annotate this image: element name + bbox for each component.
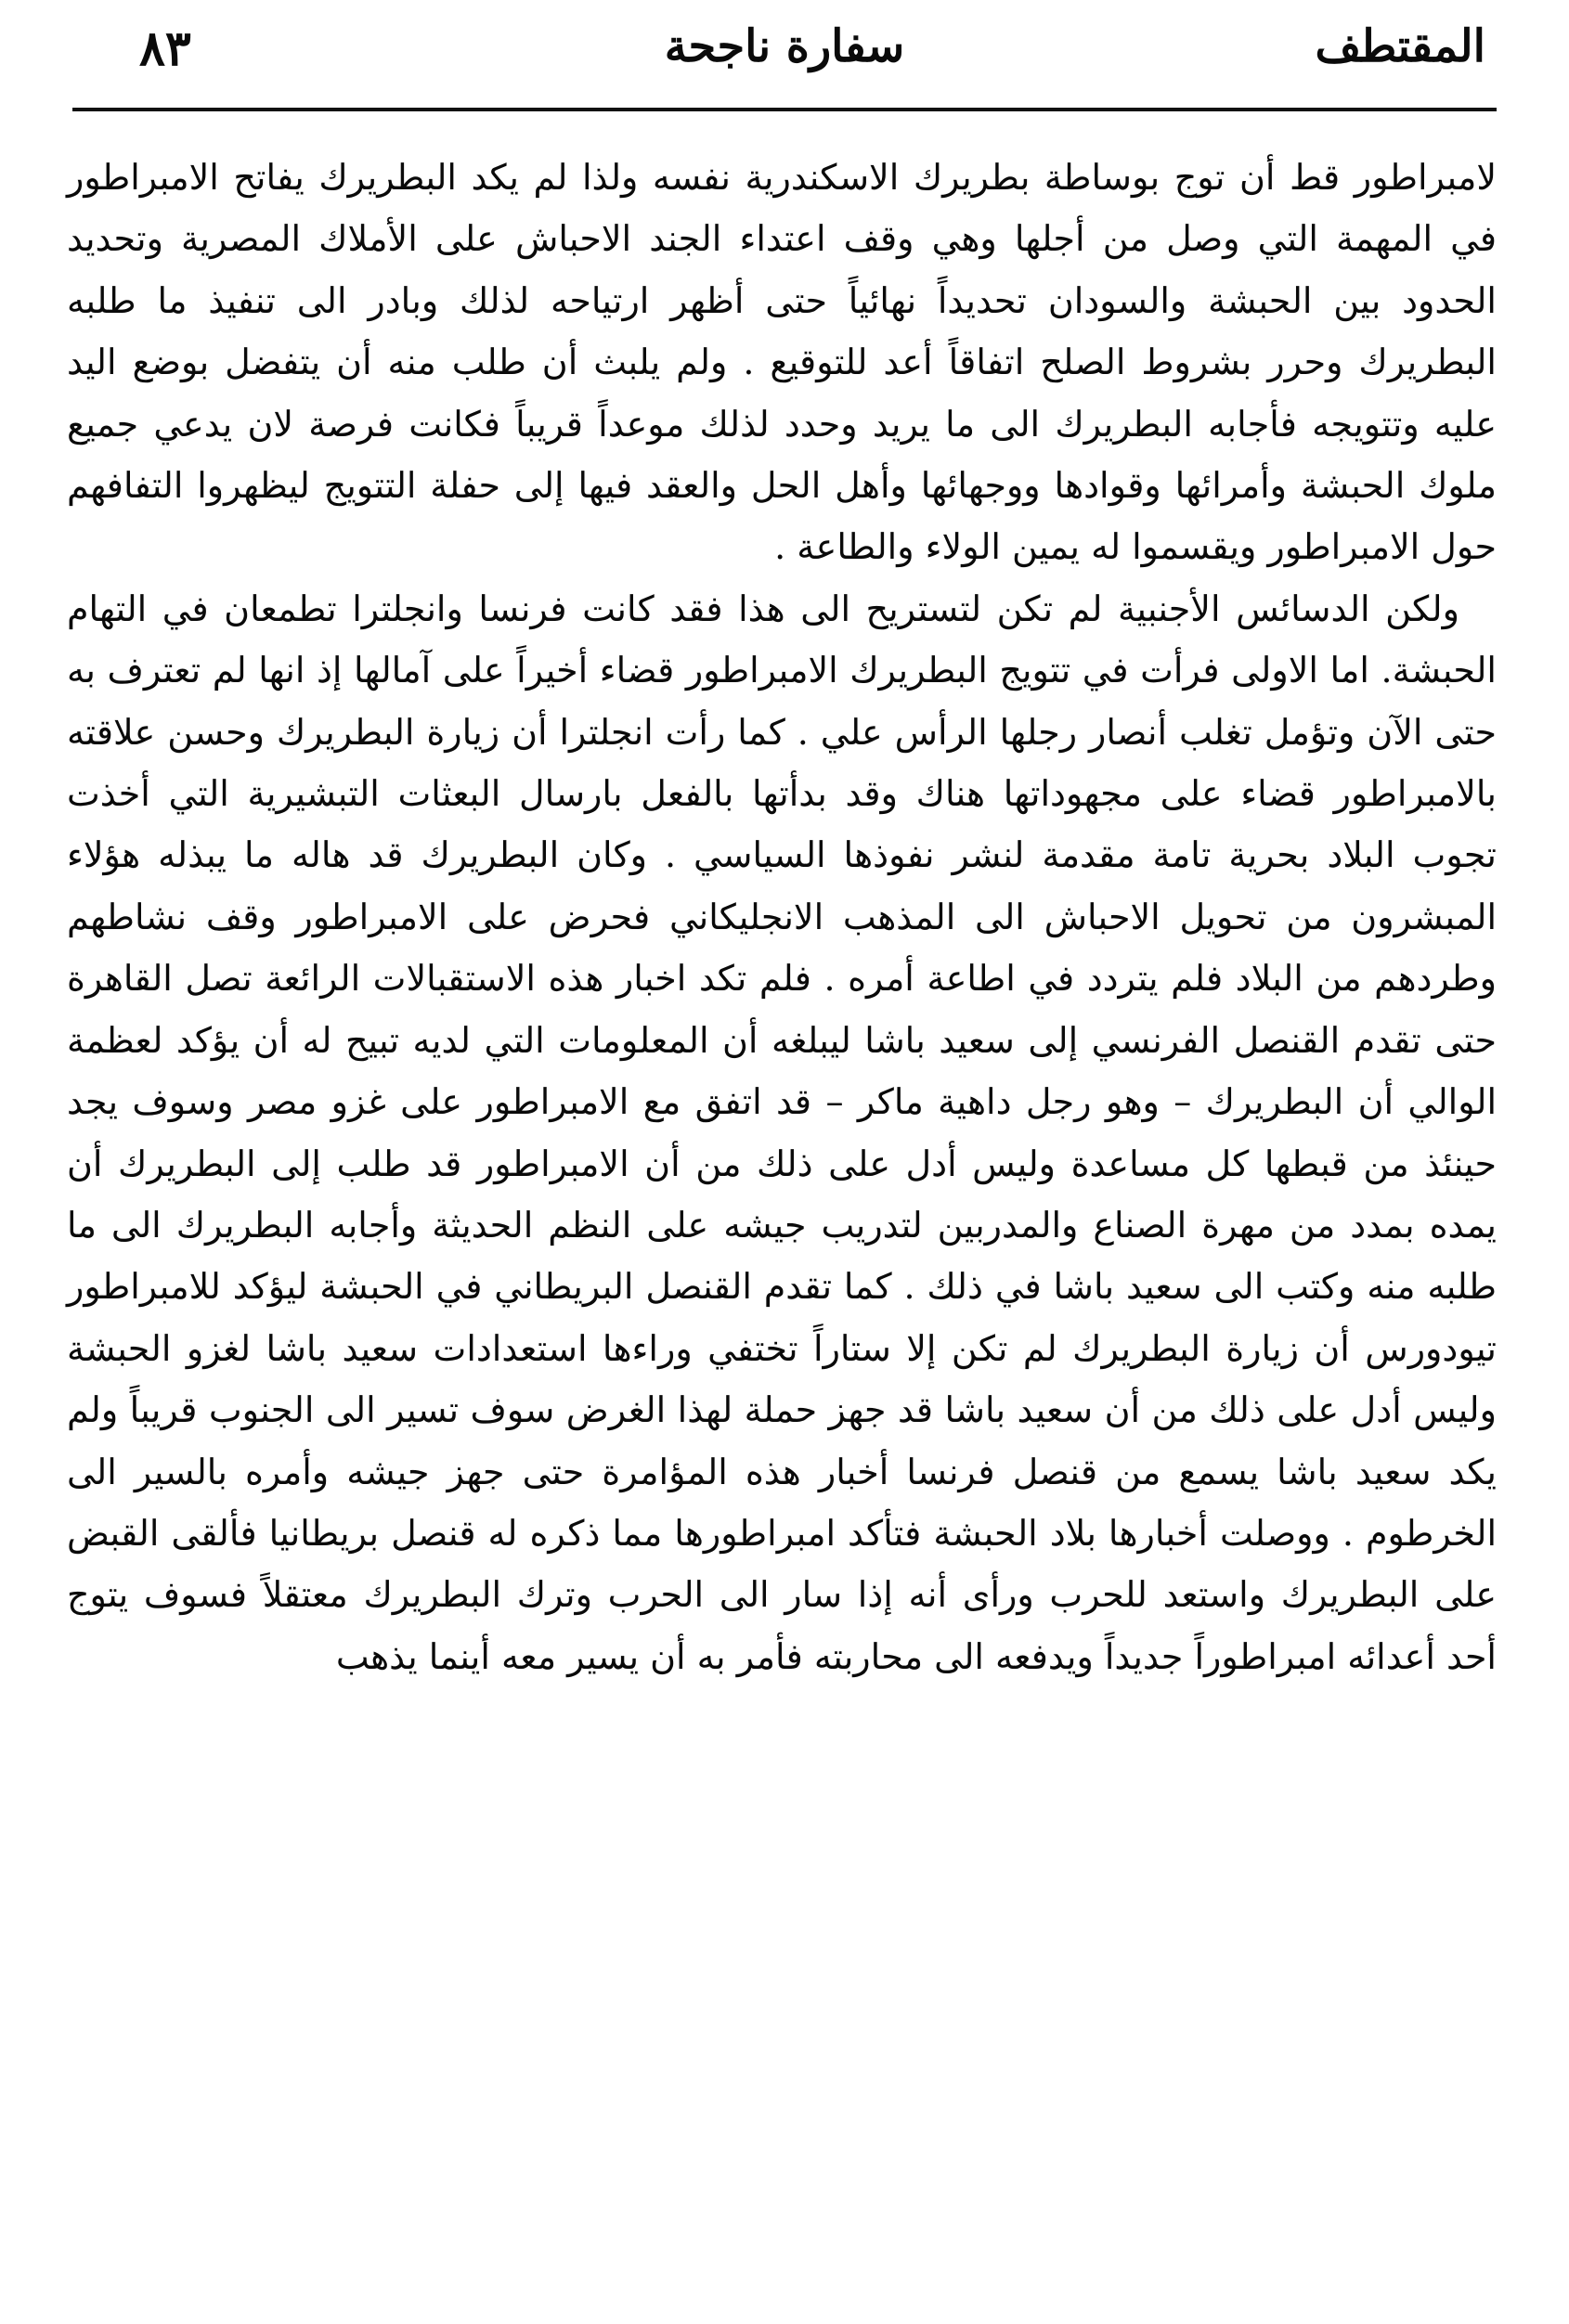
running-header — [84, 20, 1485, 95]
article-title: سفارة ناجحة — [664, 20, 905, 72]
article-body — [67, 147, 1497, 1687]
page-number: ٨٣ — [139, 20, 191, 77]
header-rule — [72, 108, 1497, 111]
paragraph-1: لامبراطور قط أن توج بوساطة بطريرك الاسكندرية نفسه ولذا لم يكد البطريرك يفاتح الامبراطور في المهمة التي وصل من أجلها وهي وقف اعتداء الجند الاحباش على الأملاك المصرية وتحديد الحدود بين الحبشة والسودان تحديداً نهائياً حتى أظهر ارتياحه لذلك وبادر الى تنفيذ ما طلبه البطريرك وحرر بشروط الصلح اتفاقاً أعد للتوقيع . ولم يلبث أن طلب منه أن يتفضل بوضع اليد عليه وتتويجه فأجابه البطريرك الى ما يريد وحدد لذلك موعداً قريباً فكانت فرصة لان يدعي جميع ملوك الحبشة وأمرائها وقوادها ووجهائها وأهل الحل والعقد فيها إلى حفلة التتويج ليظهروا التفافهم حول الامبراطور ويقسموا له يمين الولاء والطاعة . — [67, 157, 1498, 568]
paragraph-2: ولكن الدسائس الأجنبية لم تكن لتستريح الى هذا فقد كانت فرنسا وانجلترا تطمعان في التهام الحبشة. اما الاولى فرأت في تتويج البطريرك الامبراطور قضاء أخيراً على آمالها إذ انها لم تعترف به حتى الآن وتؤمل تغلب أنصار رجلها الرأس علي . كما رأت انجلترا أن زيارة البطريرك وحسن علاقته بالامبراطور قضاء على مجهوداتها هناك وقد بدأتها بالفعل بارسال البعثات التبشيرية التي أخذت تجوب البلاد بحرية تامة مقدمة لنشر نفوذها السياسي . وكان البطريرك قد هاله ما يبذله هؤلاء المبشرون من تحويل الاحباش الى المذهب الانجليكاني فحرض على الامبراطور وقف نشاطهم وطردهم من البلاد فلم يتردد في اطاعة أمره . فلم تكد اخبار هذه الاستقبالات الرائعة تصل القاهرة حتى تقدم القنصل الفرنسي إلى سعيد باشا ليبلغه أن المعلومات التي لديه تبيح له أن يؤكد لعظمة الوالي أن البطريرك – وهو رجل داهية ماكر – قد اتفق مع الامبراطور على غزو مصر وسوف يجد حينئذ من قبطها كل مساعدة وليس أدل على ذلك من أن الامبراطور قد طلب إلى البطريرك أن يمده بمدد من مهرة الصناع والمدربين لتدريب جيشه على النظم الحديثة وأجابه البطريرك الى ما طلبه منه وكتب الى سعيد باشا في ذلك . كما تقدم القنصل البريطاني في الحبشة ليؤكد للامبراطور تيودورس أن زيارة البطريرك لم تكن إلا ستاراً تختفي وراءها استعدادات سعيد باشا لغزو الحبشة وليس أدل على ذلك من أن سعيد باشا قد جهز حملة لهذا الغرض سوف تسير الى الجنوب قريباً ولم يكد سعيد باشا يسمع من قنصل فرنسا أخبار هذه المؤامرة حتى جهز جيشه وأمره بالسير الى الخرطوم . ووصلت أخبارها بلاد الحبشة فتأكد امبراطورها مما ذكره له قنصل بريطانيا فألقى القبض على البطريرك واستعد للحرب ورأى أنه إذا سار الى الحرب وترك البطريرك معتقلاً فسوف يتوج أحد أعدائه امبراطوراً جديداً ويدفعه الى محاربته فأمر به أن يسير معه أينما يذهب — [67, 587, 1497, 1677]
journal-name: المقتطف — [1315, 20, 1485, 72]
